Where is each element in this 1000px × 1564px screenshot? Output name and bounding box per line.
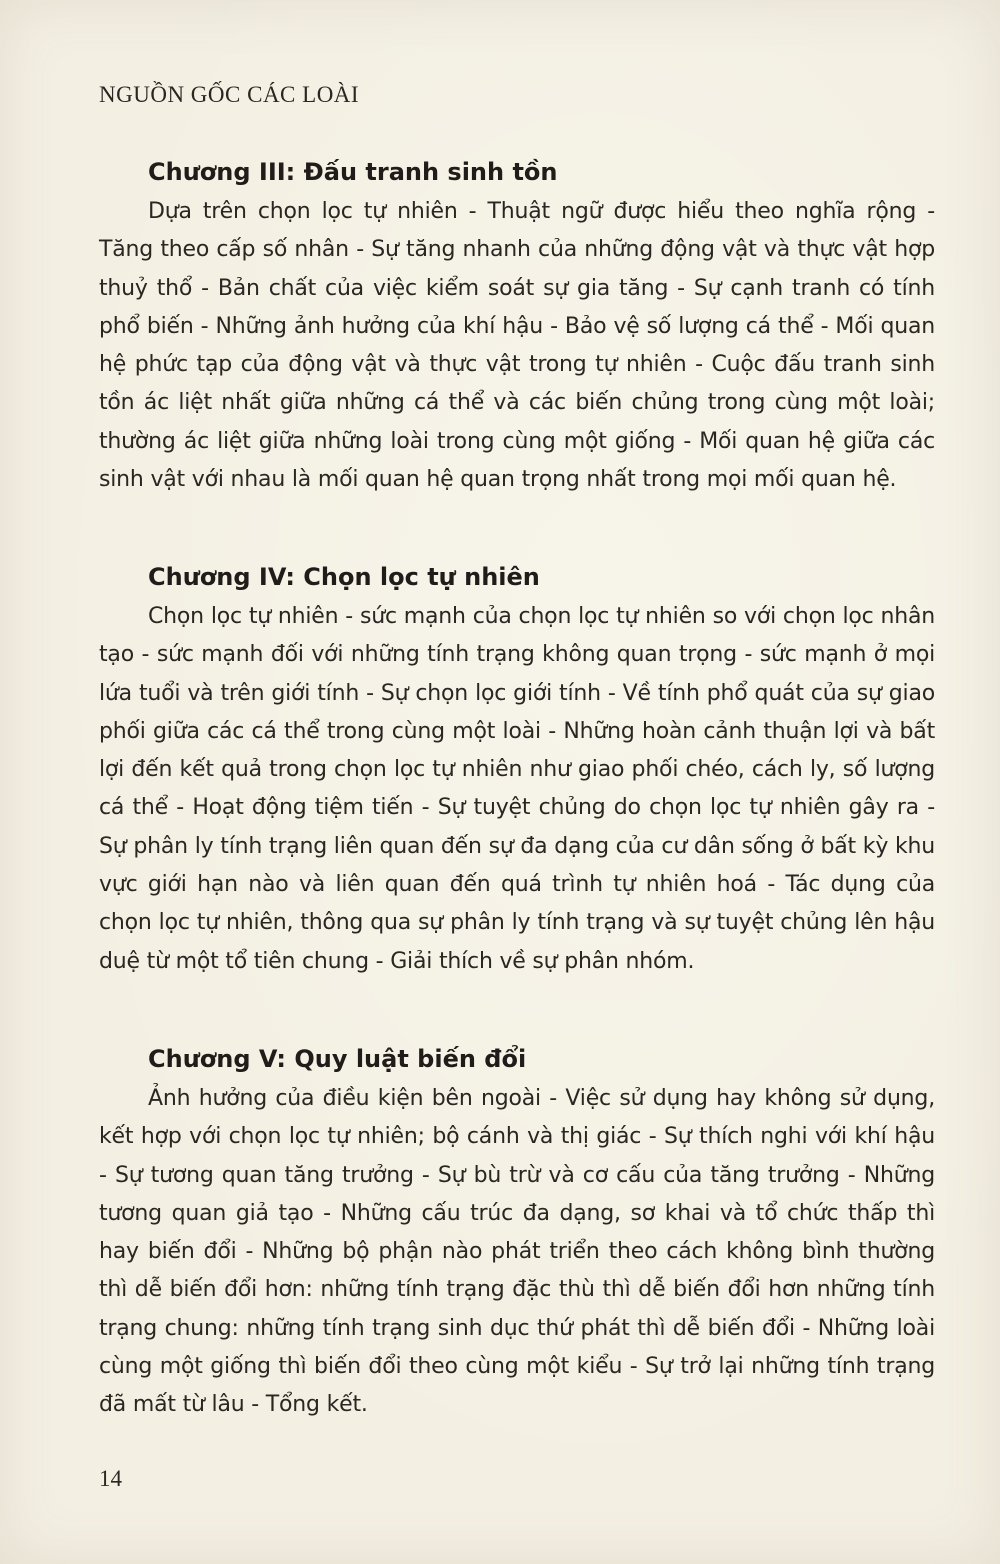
chapter-section-4 (99, 560, 935, 981)
chapter-section-3 (99, 155, 935, 499)
chapter-summary: Ảnh hưởng của điều kiện bên ngoài - Việc sử dụng hay không sử dụng, kết hợp với chọn lọc tự nhiên; bộ cánh và thị giác - Sự thích nghi với khí hậu - Sự tương quan tăng trưởng - Sự bù trừ và cơ cấu của tăng trưởng - Những tương quan giả tạo - Những cấu trúc đa dạng, sơ khai và tổ chức thấp thì hay biến đổi - Những bộ phận nào phát triển theo cách không bình thường thì dễ biến đổi hơn: những tính trạng đặc thù thì dễ biến đổi hơn những tính trạng chung: những tính trạng sinh dục thứ phát thì dễ biến đổi - Những loài cùng một giống thì biến đổi theo cùng một kiểu - Sự trở lại những tính trạng đã mất từ lâu - Tổng kết. (99, 1086, 935, 1418)
running-header: NGUỒN GỐC CÁC LOÀI (99, 82, 360, 107)
chapter-summary: Dựa trên chọn lọc tự nhiên - Thuật ngữ được hiểu theo nghĩa rộng - Tăng theo cấp số nhân - Sự tăng nhanh của những động vật và thực vật hợp thuỷ thổ - Bản chất của việc kiểm soát sự gia tăng - Sự cạnh tranh có tính phổ biến - Những ảnh hưởng của khí hậu - Bảo vệ số lượng cá thể - Mối quan hệ phức tạp của động vật và thực vật trong tự nhiên - Cuộc đấu tranh sinh tồn ác liệt nhất giữa những cá thể và các biến chủng trong cùng một loài; thường ác liệt giữa những loài trong cùng một giống - Mối quan hệ giữa các sinh vật với nhau là mối quan hệ quan trọng nhất trong mọi mối quan hệ. (99, 199, 935, 493)
chapter-title: Chương V: Quy luật biến đổi (148, 1045, 527, 1073)
page-number: 14 (99, 1466, 122, 1491)
chapter-title: Chương IV: Chọn lọc tự nhiên (148, 563, 540, 591)
chapter-title: Chương III: Đấu tranh sinh tồn (148, 158, 558, 186)
chapter-summary: Chọn lọc tự nhiên - sức mạnh của chọn lọc tự nhiên so với chọn lọc nhân tạo - sức mạnh đối với những tính trạng không quan trọng - sức mạnh ở mọi lứa tuổi và trên giới tính - Sự chọn lọc giới tính - Về tính phổ quát của sự giao phối giữa các cá thể trong cùng một loài - Những hoàn cảnh thuận lợi và bất lợi đến kết quả trong chọn lọc tự nhiên như giao phối chéo, cách ly, số lượng cá thể - Hoạt động tiệm tiến - Sự tuyệt chủng do chọn lọc tự nhiên gây ra - Sự phân ly tính trạng liên quan đến sự đa dạng của cư dân sống ở bất kỳ khu vực giới hạn nào và liên quan đến quá trình tự nhiên hoá - Tác dụng của chọn lọc tự nhiên, thông qua sự phân ly tính trạng và sự tuyệt chủng lên hậu duệ từ một tổ tiên chung - Giải thích về sự phân nhóm. (99, 604, 935, 974)
chapter-section-5 (99, 1042, 935, 1425)
